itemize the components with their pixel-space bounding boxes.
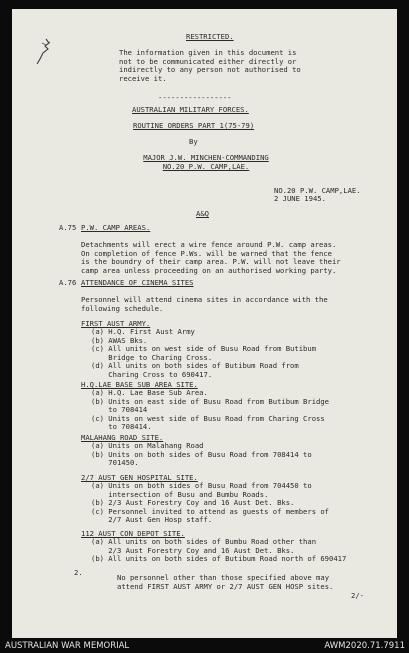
organisation-title: AUSTRALIAN MILITARY FORCES. xyxy=(132,105,249,114)
a75-body: Detachments will erect a wire fence around P.W. camp areas. On completion of fence P.Ws. will be warned that the fence is the boundry of their camp area. P.W. will not leave their camp area unless proceeding on an authorised working party. xyxy=(81,240,341,275)
page-continue-marker: 2/- xyxy=(351,591,364,600)
paragraph-2-body: No personnel other than those specified above may attend FIRST AUST ARMY or 2/7 AUST GEN HOSP sites. xyxy=(117,573,334,591)
hq-lae-heading: H.Q.LAE BASE SUB AREA SITE. xyxy=(81,380,198,389)
restricted-heading: RESTRICTED. xyxy=(186,32,234,41)
footer-accession-number: AWM2020.71.7911 xyxy=(324,641,405,651)
a76-intro: Personnel will attend cinema sites in accordance with the following schedule. xyxy=(81,295,328,313)
con-depot-items: (a) All units on both sides of Bumbu Road other than 2/3 Aust Forestry Coy and 16 Aust Det. Bks. (b) All units on both sides of Butibum Road north of 690417 xyxy=(91,537,347,564)
footer-institution: AUSTRALIAN WAR MEMORIAL xyxy=(5,641,130,651)
date-line: 2 JUNE 1945. xyxy=(274,194,326,203)
a75-title: P.W. CAMP AREAS. xyxy=(81,223,151,232)
a76-title: ATTENDANCE OF CINEMA SITES xyxy=(81,278,194,287)
malahang-items: (a) Units on Malahang Road (b) Units on both sides of Busu Road from 708414 to 701450. xyxy=(91,441,312,468)
first-aust-army-heading: FIRST AUST ARMY. xyxy=(81,319,151,328)
paper-stain-mark xyxy=(34,37,56,65)
hq-lae-items: (a) H.Q. Lae Base Sub Area. (b) Units on east side of Busu Road from Butibum Bridge to 708414 (c) Units on west side of Busu Road from Charing Cross to 708414. xyxy=(91,388,329,432)
aq-heading: A&Q xyxy=(196,209,209,218)
by-label: By xyxy=(189,137,198,146)
con-depot-heading: 112 AUST CON DEPOT SITE. xyxy=(81,529,185,538)
commander-line: MAJOR J.W. MINCHEN-COMMANDING NO.20 P.W. CAMP,LAE. xyxy=(143,153,269,171)
order-number-a75: A.75 xyxy=(59,223,77,232)
confidentiality-notice: The information given in this document is not to be communicated either directly or indirectly to any person not authorised to receive it. xyxy=(119,48,301,83)
order-number-a76: A.76 xyxy=(59,278,77,287)
separator-line: ----------------- xyxy=(158,93,232,102)
malahang-heading: MALAHANG ROAD SITE. xyxy=(81,433,164,442)
archive-footer xyxy=(0,640,409,653)
gen-hospital-items: (a) Units on both sides of Busu Road from 704450 to intersection of Busu and Bumbu Roads. (b) 2/3 Aust Forestry Coy and 16 Aust Det. Bks. (c) Personnel invited to attend as guests of members of 2/7 Aust Gen Hosp staff. xyxy=(91,481,329,525)
orders-title: ROUTINE ORDERS PART 1(75-79) xyxy=(133,121,255,130)
document-page xyxy=(12,9,397,638)
location-line: NO.20 P.W. CAMP,LAE. xyxy=(274,186,361,195)
first-aust-army-items: (a) H.Q. First Aust Army (b) AWAS Bks. (c) All units on west side of Busu Road from Butibum Bridge to Charing Cross. (d) All units on both sides of Butibum Road from Charing Cross to 690417. xyxy=(91,327,317,379)
paragraph-2-number: 2. xyxy=(74,568,83,577)
gen-hospital-heading: 2/7 AUST GEN HOSPITAL SITE. xyxy=(81,473,198,482)
